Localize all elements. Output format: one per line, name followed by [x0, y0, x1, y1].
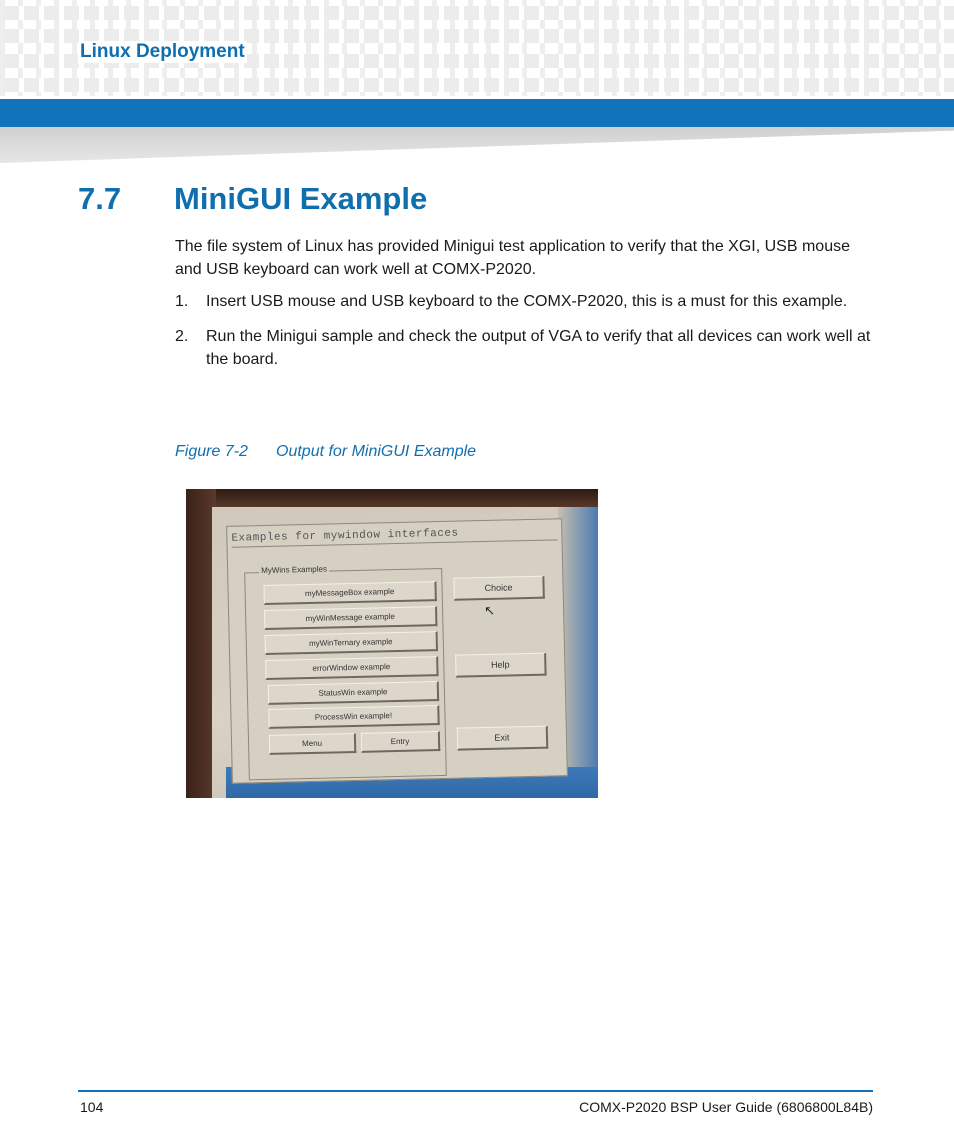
monitor-bezel-top [186, 489, 598, 509]
document-id: COMX-P2020 BSP User Guide (6806800L84B) [579, 1099, 873, 1115]
figure-label: Figure 7-2 [175, 443, 248, 460]
help-button[interactable]: Help [455, 653, 546, 678]
examples-group [244, 564, 447, 780]
figure-title: Output for MiniGUI Example [276, 443, 477, 460]
window-title: Examples for mywindow interfaces [231, 523, 557, 547]
step-item [175, 290, 875, 313]
step-number: 2. [175, 328, 189, 345]
choice-button[interactable]: Choice [453, 576, 544, 601]
processwin-button[interactable]: ProcessWin example! [268, 705, 439, 729]
mywinternary-button[interactable]: myWinTernary example [265, 631, 438, 655]
mywinmessage-button[interactable]: myWinMessage example [264, 606, 437, 630]
step-text: Run the Minigui sample and check the output of VGA to verify that all devices can work well at the board. [206, 328, 871, 368]
errorwindow-button[interactable]: errorWindow example [265, 656, 438, 680]
figure-photo [186, 489, 598, 798]
group-label: MyWins Examples [261, 564, 328, 576]
section-title: MiniGUI Example [174, 181, 428, 216]
menu-button[interactable]: Menu [269, 733, 356, 755]
section-number: 7.7 [78, 181, 122, 216]
header-gray-wedge [0, 127, 954, 163]
step-text: Insert USB mouse and USB keyboard to the COMX-P2020, this is a must for this example. [206, 293, 848, 310]
entry-button[interactable]: Entry [361, 731, 440, 753]
step-item [175, 325, 875, 371]
footer-rule [78, 1090, 873, 1092]
exit-button[interactable]: Exit [457, 726, 548, 751]
minigui-window [226, 518, 568, 784]
page-number: 104 [80, 1099, 104, 1115]
intro-paragraph: The file system of Linux has provided Minigui test application to verify that the XGI, USB mouse and USB keyboard can work well at COMX-P2020. [175, 238, 850, 278]
mouse-cursor-icon: ↖ [483, 602, 496, 619]
statuswin-button[interactable]: StatusWin example [268, 681, 439, 705]
running-header: Linux Deployment [80, 41, 245, 62]
step-number: 1. [175, 293, 189, 310]
header-blue-bar [0, 99, 954, 127]
mymessagebox-button[interactable]: myMessageBox example [263, 581, 436, 605]
